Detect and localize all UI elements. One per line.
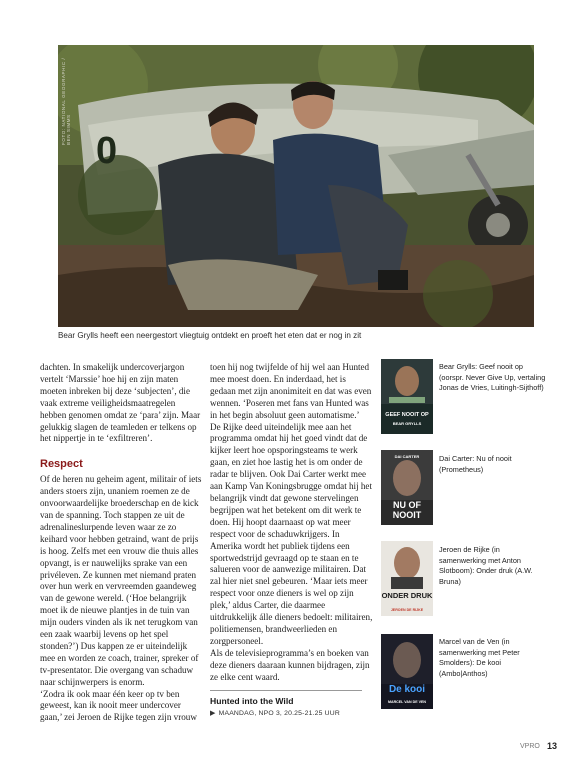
- tv-schedule-text: MAANDAG, NPO 3, 20.25-21.25 UUR: [218, 710, 341, 717]
- book-cover: [381, 450, 433, 525]
- section-heading: Respect: [40, 458, 83, 471]
- book-cover-title: De kooi: [388, 684, 426, 695]
- book-cover-author: MARCEL VAN DE VEN: [387, 700, 426, 704]
- article-column-1: [40, 362, 202, 724]
- plane-marking: 0: [96, 130, 118, 172]
- magazine-logo: VPRO: [520, 743, 540, 750]
- body-paragraph: De Rijke deed uiteindelijk mee aan het programma omdat hij het goed vindt dat de kijker leert hoe opsporingsteams te werk gaan, en ziet hoe lastig het is om onder de radar te blijven. Ook Dai Carter werkt mee aan Kamp Van Koningsbrugge omdat hij het belangrijk vindt dat gewone stervelingen begrijpen wat het betekent om dit werk te doen. Hij hoopt daarnaast op wat meer respect voor de schaduwkrijgers. In Amerika wordt het publiek tijdens een sportwedstrijd gevraagd op te staan en te salueren voor de aanwezige militairen. Dat zal hier niet snel gebeuren. ‘Maar iets meer respect voor onze dieners is wel op zijn plek,’ aldus Carter, die daarmee uitdrukkelijk álle dieners bedoelt: militairen, politiemensen, brandweerlieden en zorgpersoneel.: [210, 421, 373, 646]
- photo-caption: Bear Grylls heeft een neergestort vliegtuig ontdekt en proeft het eten dat er nog in zit: [58, 331, 362, 340]
- photo-credit: FOTO: NATIONAL GEOGRAPHIC / BEN SIMMS: [61, 57, 71, 145]
- book-cover-author: JEROEN DE RIJKE: [390, 608, 424, 612]
- page-number: 13: [547, 741, 558, 751]
- book-cover-title: NU OF NOOIT: [392, 500, 422, 520]
- tv-schedule: [210, 709, 362, 717]
- body-paragraph: Of de heren nu geheim agent, militair of iets anders stoers zijn, unaniem roemen ze de onvoorwaardelijke broederschap en de kick van de spanning. Toch stappen ze uit de adrenalineslurpende leven waar ze zo keihard voor hebben getraind, want de prijs is hoog. Zelfs met een vrouw die thuis alles opvangt, is er nauwelijks sprake van een privéleven. Ze kunnen met niemand praten over hun werk en vervreemden gaandeweg van de gewone wereld. (‘Hoe belangrijk moet ik de nieuwe plantjes in de tuin van mijn ouders vinden als ik net terugkom van een zaak waarbij levens op het spel stonden?’) Dus kappen ze er uiteindelijk mee en worden ze coach, trainer, spreker of tv-presentator. Die overgang van schaduw naar schijnwerpers is enorm.: [40, 474, 202, 687]
- book-info: Marcel van de Ven (in samenwerking met Peter Smolders): De kooi (Ambo|Anthos): [439, 637, 520, 678]
- body-paragraph: Als de televisieprogramma’s en boeken van deze dieners daaraan kunnen bijdragen, zijn ze elke cent waard.: [210, 647, 370, 682]
- book-cover-title: GEEF NOOIT OP: [385, 412, 429, 418]
- tv-listing: [210, 690, 362, 717]
- quote-paragraph: ‘Zodra ik ook maar één keer op tv ben geweest, kan ik nooit meer undercover gaan,’ zei Jeroen de Rijke tegen zijn vrouw: [40, 688, 197, 723]
- book-cover-title: ONDER DRUK: [381, 591, 433, 600]
- article-column-2: [210, 362, 373, 683]
- play-icon: ▶: [210, 710, 216, 717]
- book-cover: [381, 634, 433, 709]
- feature-photo: [58, 45, 534, 327]
- intro-paragraph: dachten. In smakelijk undercoverjargon vertelt ‘Marssie’ hoe hij en zijn maten moeten inbreken bij deze ‘subjecten’, die vaak extreme veiligheidsmaatregelen hebben genomen omdat ze ‘para’ zijn. Maar gelukkig slagen de teamleden er telkens op het nippertje in te ‘exfiltreren’.: [40, 362, 201, 444]
- book-info: Bear Grylls: Geef nooit op (oorspr. Never Give Up, vertaling Jonas de Vries, Luitingh-Sijthoff): [439, 362, 546, 393]
- book-cover-author: BEAR GRYLLS: [392, 421, 422, 426]
- book-info: Dai Carter: Nu of nooit (Prometheus): [439, 454, 512, 474]
- book-cover-author: DAI CARTER: [394, 454, 420, 459]
- body-paragraph: toen hij nog twijfelde of hij wel aan Hunted mee moest doen. En inderdaad, het is gedaan met zijn anonimiteit en dat was even wennen. ‘Poseren met fans van Hunted was in het begin absoluut geen automatisme.’: [210, 362, 372, 420]
- tv-title: Hunted into the Wild: [210, 696, 294, 706]
- book-info: Jeroen de Rijke (in samenwerking met Anton Slotboom): Onder druk (A.W. Bruna): [439, 545, 533, 586]
- book-cover: [381, 359, 433, 434]
- book-cover: [381, 541, 433, 616]
